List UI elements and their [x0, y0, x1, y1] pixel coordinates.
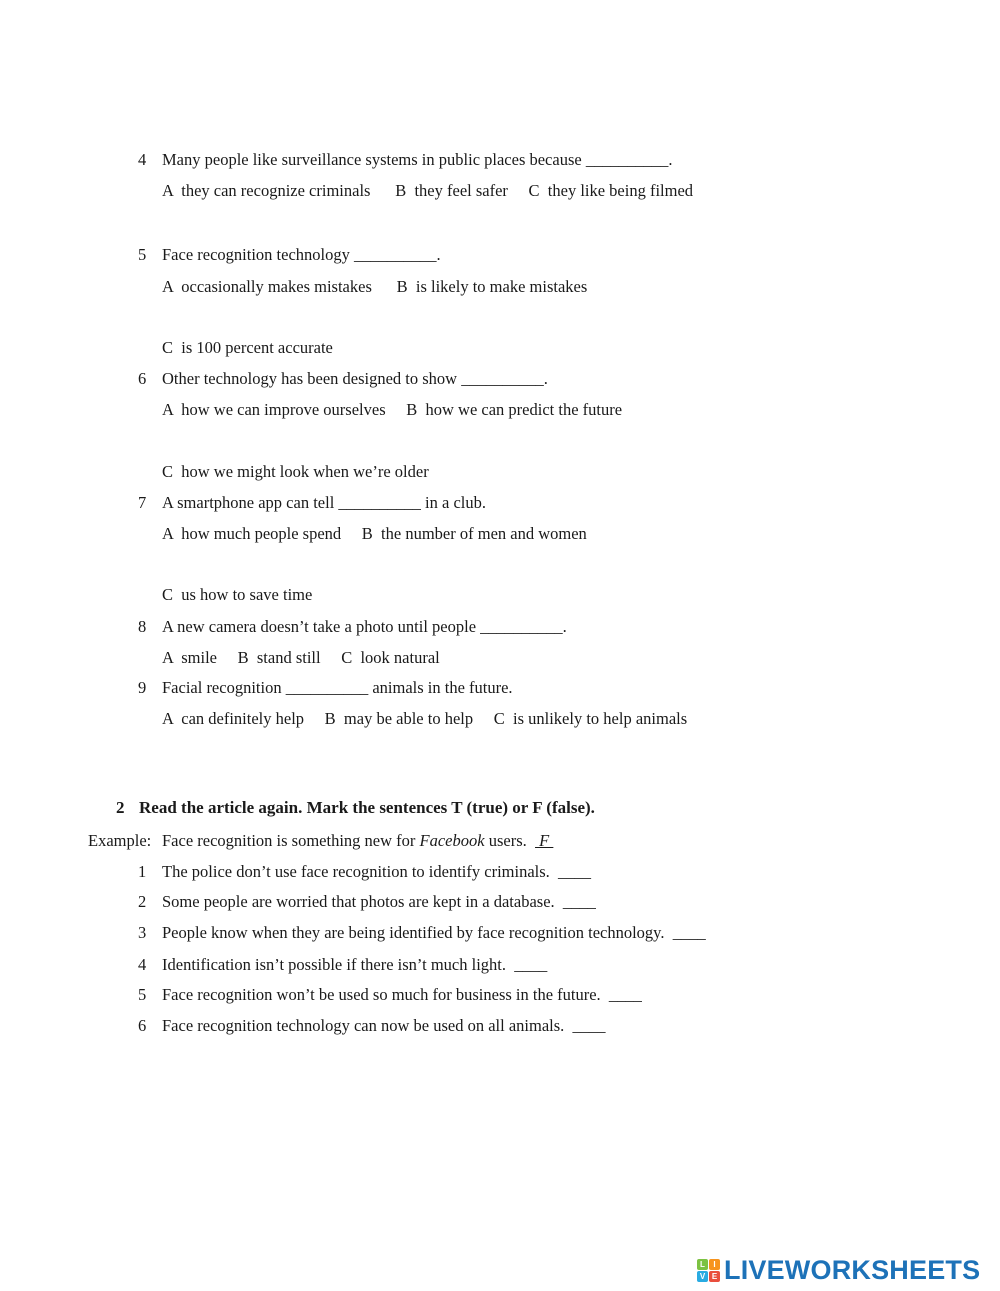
question-options: A how we can improve ourselves B how we can predict the future — [162, 400, 623, 419]
tf-number: 1 — [138, 862, 147, 881]
tf-number: 3 — [138, 923, 147, 942]
question-stem: Many people like surveillance systems in public places because __________. — [162, 150, 673, 169]
logo-block: L — [697, 1259, 708, 1270]
section-2-title: Read the article again. Mark the sentences T (true) or F (false). — [139, 798, 595, 817]
question-options: A they can recognize criminals B they feel safer C they like being filmed — [162, 181, 694, 200]
question-number: 8 — [138, 617, 147, 636]
question-number: 4 — [138, 150, 147, 169]
question-options: A smile B stand still C look natural — [162, 648, 440, 667]
logo-block: E — [709, 1271, 720, 1282]
logo-block: V — [697, 1271, 708, 1282]
question-stem: Face recognition technology __________. — [162, 245, 441, 264]
question-number: 7 — [138, 493, 147, 512]
question-options-c: C is 100 percent accurate — [162, 338, 333, 357]
liveworksheets-logo — [697, 1255, 980, 1285]
tf-item[interactable]: Identification isn’t possible if there isn’t much light. ____ — [162, 955, 548, 974]
section-2-number: 2 — [116, 798, 125, 817]
question-number: 9 — [138, 678, 147, 697]
example-answer: F — [535, 831, 554, 850]
tf-number: 4 — [138, 955, 147, 974]
logo-text: LIVEWORKSHEETS — [724, 1254, 981, 1285]
tf-item[interactable]: The police don’t use face recognition to identify criminals. ____ — [162, 862, 592, 881]
example-sentence: Face recognition is something new for Facebook users. F — [162, 831, 554, 850]
tf-number: 2 — [138, 892, 147, 911]
question-stem: Facial recognition __________ animals in the future. — [162, 678, 513, 697]
question-stem: A new camera doesn’t take a photo until people __________. — [162, 617, 567, 636]
question-number: 6 — [138, 369, 147, 388]
logo-blocks-icon — [697, 1259, 720, 1282]
question-options-c: C how we might look when we’re older — [162, 462, 429, 481]
tf-item[interactable]: Face recognition won’t be used so much for business in the future. ____ — [162, 985, 642, 1004]
tf-number: 6 — [138, 1016, 147, 1035]
tf-item[interactable]: People know when they are being identified by face recognition technology. ____ — [162, 923, 706, 942]
question-options: A how much people spend B the number of men and women — [162, 524, 587, 543]
example-label: Example: — [88, 831, 152, 850]
question-number: 5 — [138, 245, 147, 264]
question-stem: A smartphone app can tell __________ in a club. — [162, 493, 486, 512]
question-options: A can definitely help B may be able to help C is unlikely to help animals — [162, 709, 688, 728]
logo-block: I — [709, 1259, 720, 1270]
question-options-c: C us how to save time — [162, 585, 313, 604]
question-stem: Other technology has been designed to show __________. — [162, 369, 548, 388]
question-options: A occasionally makes mistakes B is likely to make mistakes — [162, 277, 588, 296]
tf-number: 5 — [138, 985, 147, 1004]
tf-item[interactable]: Some people are worried that photos are kept in a database. ____ — [162, 892, 596, 911]
tf-item[interactable]: Face recognition technology can now be used on all animals. ____ — [162, 1016, 606, 1035]
